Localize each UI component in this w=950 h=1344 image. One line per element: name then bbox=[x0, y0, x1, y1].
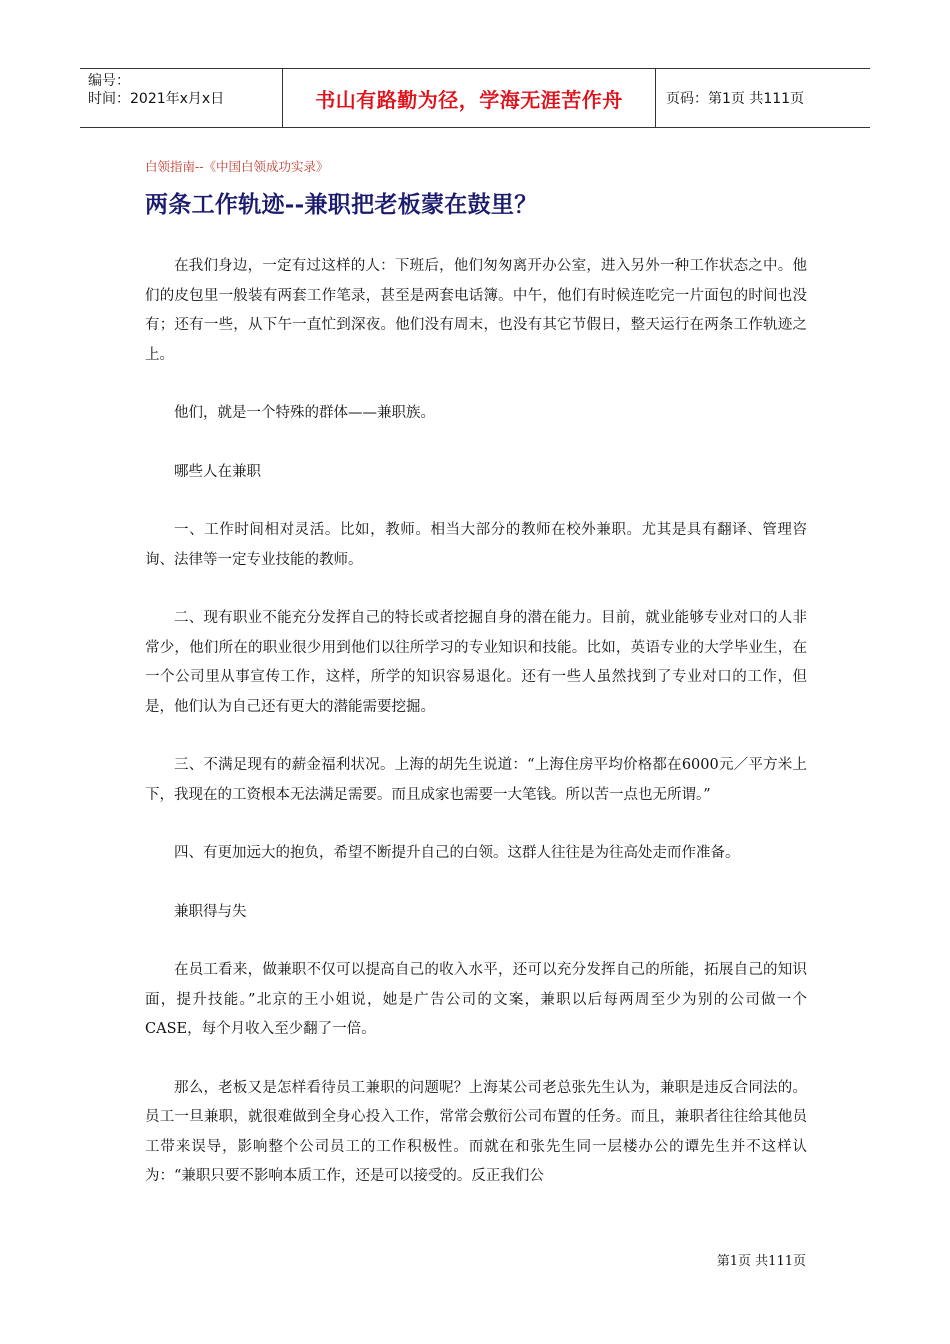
header-page-info: 页码：第1页 共111页 bbox=[666, 91, 805, 107]
header-number-label: 编号： bbox=[88, 73, 130, 89]
document-title: 两条工作轨迹--兼职把老板蒙在鼓里？ bbox=[145, 191, 538, 218]
paragraph-group: 他们，就是一个特殊的群体——兼职族。 bbox=[174, 405, 435, 421]
header-meta bbox=[80, 69, 282, 127]
paragraph-boss-view: 那么，老板又是怎样看待员工兼职的问题呢？上海某公司老总张先生认为，兼职是违反合同法的。员工一旦兼职，就很难做到全身心投入工作，常常会敷衍公司布置的任务。而且，兼职者往往给其他员工带来误导，影响整个公司员工的工作积极性。而就在和张先生同一层楼办公的谭先生并不这样认为：“兼职只要不影响本质工作，还是可以接受的。反正我们公 bbox=[145, 1079, 807, 1184]
paragraph-employee-view: 在员工看来，做兼职不仅可以提高自己的收入水平，还可以充分发挥自己的所能，拓展自己的知识面，提升技能。”北京的王小姐说，她是广告公司的文案，兼职以后每两周至少为别的公司做一个CASE，每个月收入至少翻了一倍。 bbox=[145, 962, 807, 1037]
header-motto: 书山有路勤为径，学海无涯苦作舟 bbox=[315, 87, 623, 112]
document-body bbox=[145, 252, 807, 1221]
page-header bbox=[80, 68, 870, 128]
paragraph-point-2: 二、现有职业不能充分发挥自己的特长或者挖掘自身的潜在能力。目前，就业能够专业对口的人非常少，他们所在的职业很少用到他们以往所学习的专业知识和技能。比如，英语专业的大学毕业生，在一个公司里从事宣传工作，这样，所学的知识容易退化。还有一些人虽然找到了专业对口的工作，但是，他们认为自己还有更大的潜能需要挖掘。 bbox=[145, 610, 807, 715]
header-motto-cell bbox=[282, 69, 656, 127]
header-page-info-cell bbox=[656, 69, 870, 127]
paragraph-point-1: 一、工作时间相对灵活。比如，教师。相当大部分的教师在校外兼职。尤其是具有翻译、管理咨询、法律等一定专业技能的教师。 bbox=[145, 522, 807, 568]
paragraph-point-4: 四、有更加远大的抱负，希望不断提升自己的白领。这群人往往是为往高处走而作准备。 bbox=[174, 845, 740, 861]
paragraph-point-3: 三、不满足现有的薪金福利状况。上海的胡先生说道：“上海住房平均价格都在6000元／平方米上下，我现在的工资根本无法满足需要。而且成家也需要一大笔钱。所以苦一点也无所谓。” bbox=[145, 757, 807, 803]
paragraph-intro: 在我们身边，一定有过这样的人：下班后，他们匆匆离开办公室，进入另外一种工作状态之中。他们的皮包里一般装有两套工作笔录，甚至是两套电话簿。中午，他们有时候连吃完一片面包的时间也没有；还有一些，从下午一直忙到深夜。他们没有周末，也没有其它节假日，整天运行在两条工作轨迹之上。 bbox=[145, 258, 807, 363]
source-line: 白领指南--《中国白领成功实录》 bbox=[145, 159, 329, 174]
section-heading-who: 哪些人在兼职 bbox=[174, 463, 261, 480]
page-footer: 第1页 共111页 bbox=[716, 1254, 806, 1269]
section-heading-gain-loss: 兼职得与失 bbox=[174, 903, 247, 920]
header-time-label: 时间：2021年x月x日 bbox=[88, 91, 225, 107]
